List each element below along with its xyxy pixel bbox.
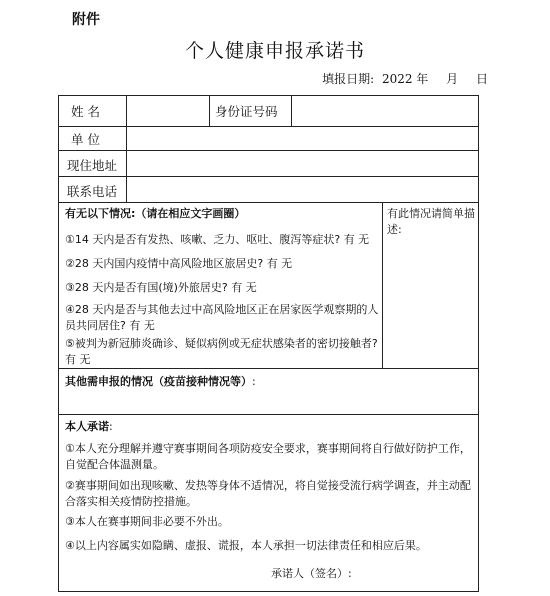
address-field[interactable] [127,151,478,176]
health-item-1: ①14 天内是否有发热、咳嗽、乏力、呕吐、腹泻等症状? 有 无 [65,233,370,246]
commitment-item-3: ③本人在赛事期间非必要不外出。 [65,515,229,528]
unit-field[interactable] [127,127,478,150]
page-title: 个人健康申报承诺书 [184,40,365,62]
name-field[interactable] [127,97,209,126]
fill-date [318,70,488,87]
signature-label: 承诺人（签名）: [271,567,352,580]
other-heading-suffix: : [252,375,256,388]
other-heading-text: 其他需申报的情况（疫苗接种情况等） [65,375,252,388]
fill-date-year: 2022 年 [381,72,429,86]
health-item-2: ②28 天内国内疫情中高风险地区旅居史? 有 无 [65,257,293,270]
phone-label: 联系电话 [67,184,118,199]
commitment-heading-text: 本人承诺 [65,420,109,433]
signature-field[interactable] [359,564,469,584]
row-divider [59,414,478,415]
unit-label: 单 位 [71,132,100,147]
other-heading [65,374,475,390]
commitment-item-2: ②赛事期间如出现咳嗽、发热等身体不适情况，将自觉接受流行病学调查，并主动配合落实相关疫情防控措施。 [65,479,471,508]
health-side-note: 有此情况请简单描述: [387,207,475,236]
col-divider [382,202,383,368]
fill-date-day: 日 [475,72,488,86]
declaration-form [58,95,479,592]
row-divider [59,202,478,203]
other-field[interactable] [60,390,478,414]
commitment-item-4: ④以上内容属实如隐瞒、虚报、谎报，本人承担一切法律责任和相应后果。 [65,539,427,552]
col-divider [209,96,210,126]
row-divider [59,368,478,369]
health-item-5: ⑤被判为新冠肺炎确诊、疑似病例或无症状感染者的密切接触者? 有 无 [65,337,378,366]
health-heading: 有无以下情况:（请在相应文字画圈） [65,207,246,220]
commitment-heading-suffix: : [109,420,113,433]
fill-date-label: 填报日期: [322,72,375,86]
commitment-item-1: ①本人充分理解并遵守赛事期间各项防疫安全要求，赛事期间将自行做好防护工作，自觉配合体温测量。 [65,442,471,471]
id-number-label: 身份证号码 [215,104,278,119]
name-label: 姓 名 [71,104,100,119]
id-number-field[interactable] [292,97,478,126]
health-item-4: ④28 天内是否与其他去过中高风险地区正在居家医学观察期的人员共同居住? 有 无 [65,303,379,332]
fill-date-month: 月 [446,72,459,86]
attachment-label: 附件 [72,12,100,28]
address-label: 现住地址 [67,158,118,173]
phone-field[interactable] [127,177,478,202]
health-item-3: ③28 天内是否有国(境)外旅居史? 有 无 [65,281,257,294]
commitment-heading [65,419,475,435]
